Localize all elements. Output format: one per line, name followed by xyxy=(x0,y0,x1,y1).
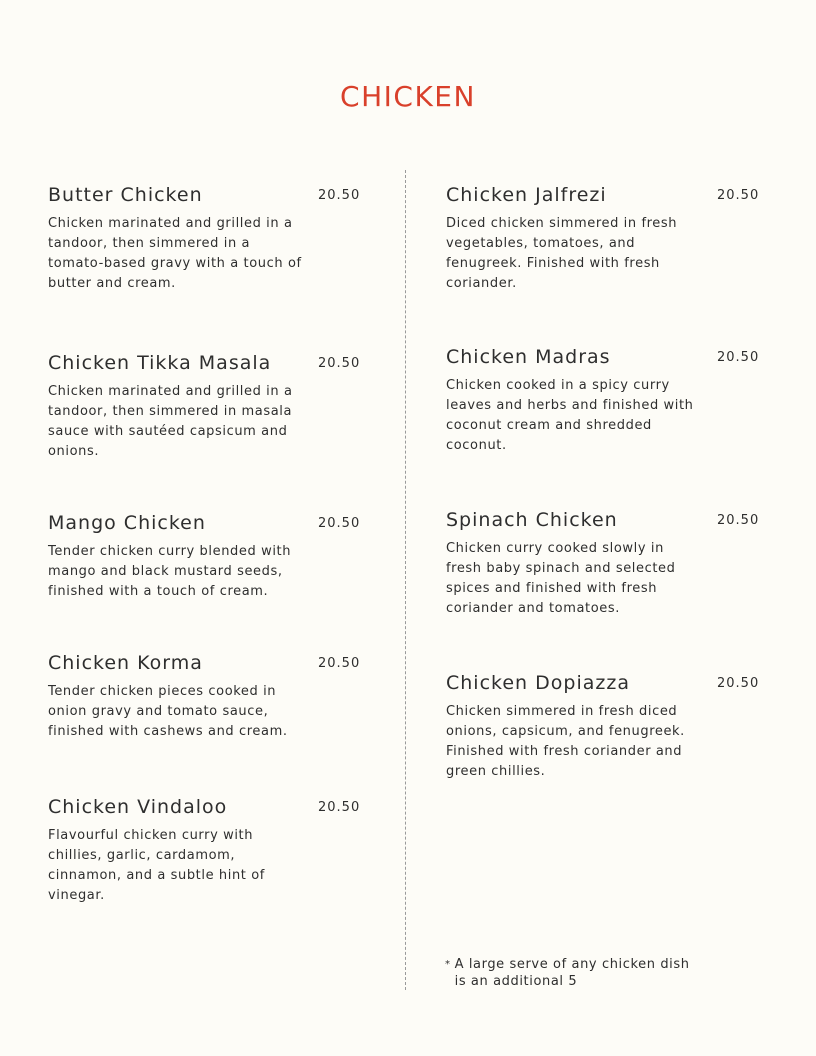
item-name: Spinach Chicken xyxy=(446,509,618,531)
menu-item xyxy=(446,346,760,456)
item-price: 20.50 xyxy=(318,516,361,531)
item-name: Chicken Korma xyxy=(48,652,203,674)
column-divider xyxy=(405,170,406,990)
item-description: Tender chicken curry blended with mango and black mustard seeds, finished with a touch of cream. xyxy=(48,544,292,599)
item-name: Butter Chicken xyxy=(48,184,203,206)
item-price: 20.50 xyxy=(717,188,760,203)
item-name: Chicken Dopiazza xyxy=(446,672,630,694)
menu-item xyxy=(48,652,361,742)
menu-item xyxy=(48,184,361,294)
item-description: Flavourful chicken curry with chillies, garlic, cardamom, cinnamon, and a subtle hint of vinegar. xyxy=(48,828,265,903)
footnote-marker: * xyxy=(445,959,451,970)
menu-item xyxy=(446,509,760,619)
footnote-text: A large serve of any chicken dish is an additional 5 xyxy=(454,957,690,989)
item-description: Tender chicken pieces cooked in onion gravy and tomato sauce, finished with cashews and cream. xyxy=(48,684,288,739)
item-price: 20.50 xyxy=(717,350,760,365)
item-description: Chicken cooked in a spicy curry leaves and herbs and finished with coconut cream and shredded coconut. xyxy=(446,378,694,453)
item-price: 20.50 xyxy=(318,356,361,371)
item-description: Chicken curry cooked slowly in fresh baby spinach and selected spices and finished with fresh coriander and tomatoes. xyxy=(446,541,676,616)
menu-item xyxy=(48,352,361,462)
menu-item xyxy=(446,672,760,782)
item-name: Chicken Tikka Masala xyxy=(48,352,272,374)
item-description: Diced chicken simmered in fresh vegetables, tomatoes, and fenugreek. Finished with fresh coriander. xyxy=(446,216,678,291)
section-title: CHICKEN xyxy=(340,80,476,113)
item-price: 20.50 xyxy=(318,656,361,671)
item-name: Chicken Madras xyxy=(446,346,611,368)
menu-item xyxy=(48,512,361,602)
item-price: 20.50 xyxy=(318,800,361,815)
item-description: Chicken marinated and grilled in a tandoor, then simmered in a tomato-based gravy with a touch of butter and cream. xyxy=(48,216,302,291)
menu-item xyxy=(446,184,760,294)
item-price: 20.50 xyxy=(717,513,760,528)
item-name: Chicken Vindaloo xyxy=(48,796,228,818)
item-name: Mango Chicken xyxy=(48,512,206,534)
item-price: 20.50 xyxy=(717,676,760,691)
item-description: Chicken marinated and grilled in a tandoor, then simmered in masala sauce with sautéed capsicum and onions. xyxy=(48,384,293,459)
item-name: Chicken Jalfrezi xyxy=(446,184,607,206)
footnote xyxy=(445,956,705,990)
item-description: Chicken simmered in fresh diced onions, capsicum, and fenugreek. Finished with fresh coriander and green chillies. xyxy=(446,704,685,779)
menu-item xyxy=(48,796,361,906)
item-price: 20.50 xyxy=(318,188,361,203)
